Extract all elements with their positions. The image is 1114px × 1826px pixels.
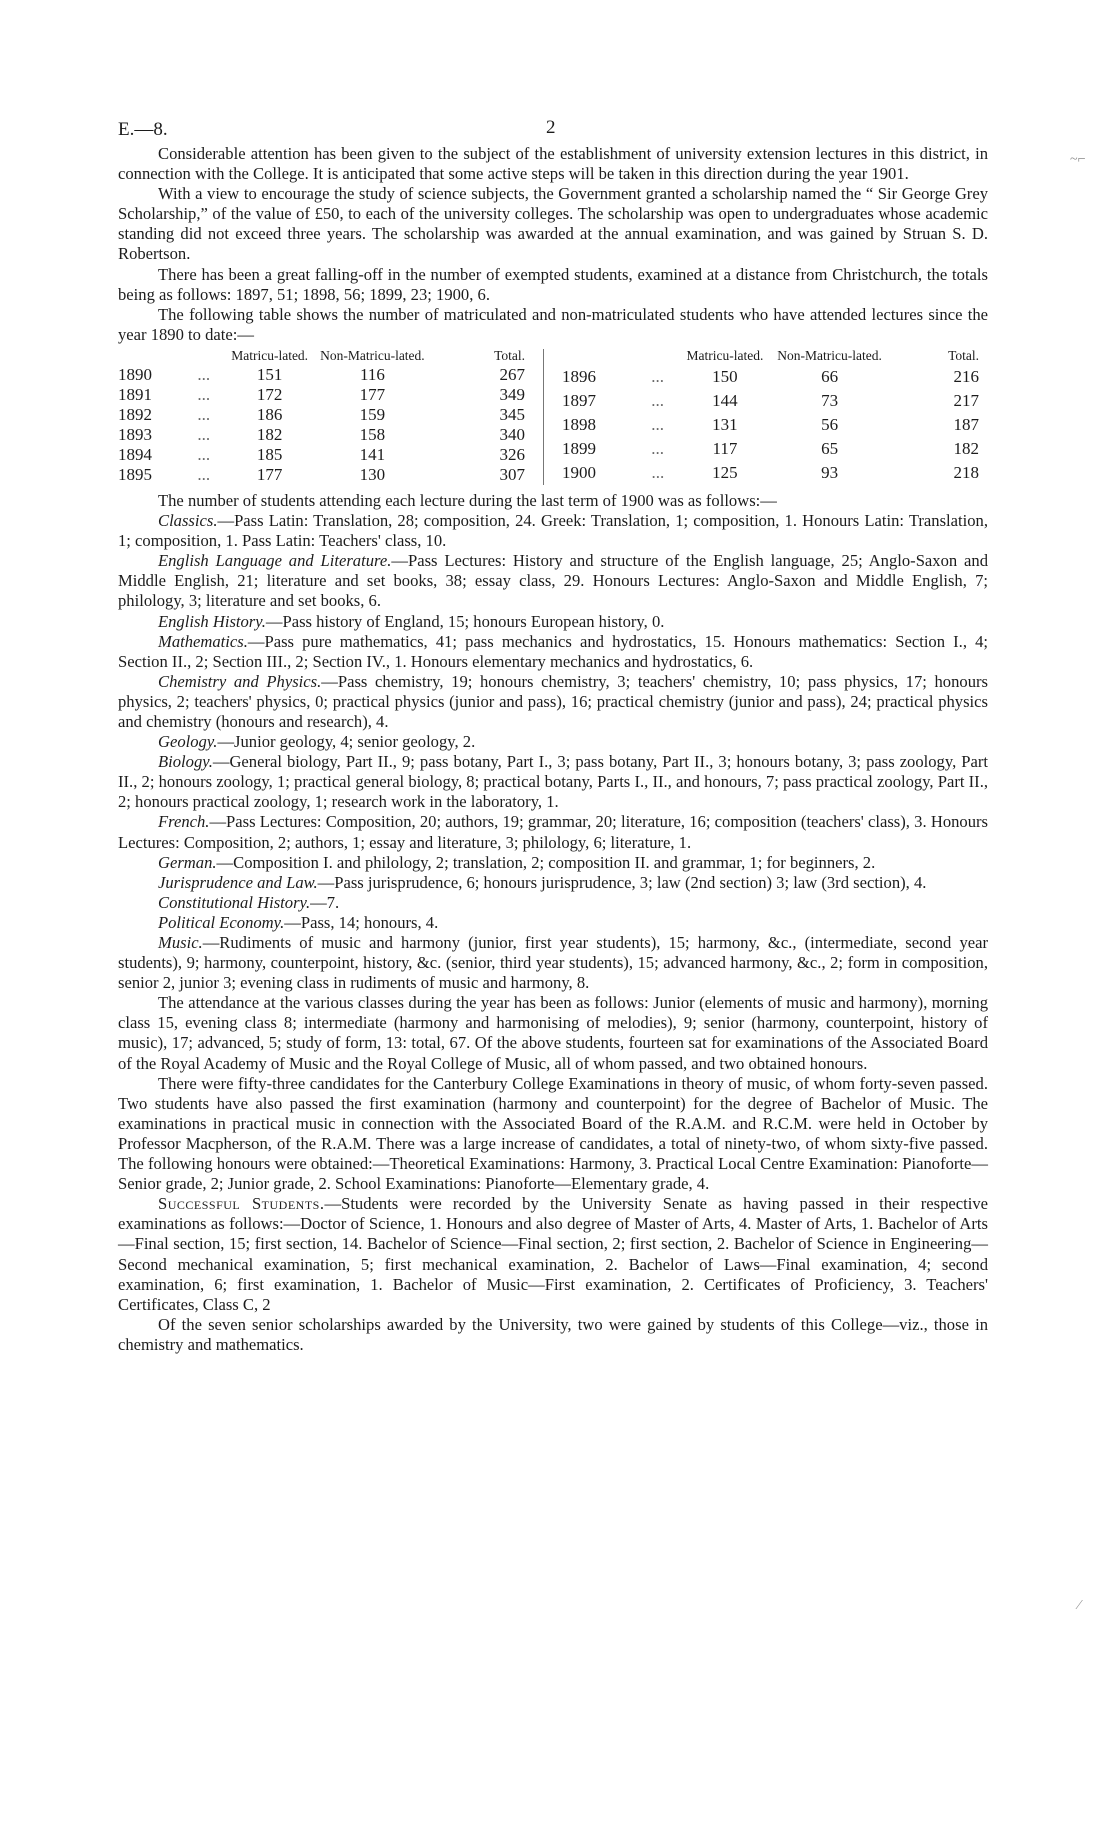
table-row: 1899 ... 117 65 182 xyxy=(562,438,979,458)
subject-constitutional-history: Constitutional History.—7. xyxy=(158,892,340,912)
header-non-matriculated: Non-Matricu-lated. xyxy=(777,347,882,363)
table-right-half xyxy=(543,349,983,485)
table-row: 1893 ... 182 158 340 xyxy=(118,424,525,444)
table-row: 1897 ... 144 73 217 xyxy=(562,390,979,410)
paragraph-table-intro: The following table shows the number of matriculated and non-matriculated students who have attended lectures since the year 1890 to date:— xyxy=(118,304,988,344)
subject-classics: Classics.—Pass Latin: Translation, 28; composition, 24. Greek: Translation, 1; composition, 1. Honours Latin: Translation, 1; composition, 1. Pass Latin: Teachers' class, 10. xyxy=(118,511,988,551)
margin-mark: ⁄ xyxy=(1078,1598,1081,1613)
subject-political-economy: Political Economy.—Pass, 14; honours, 4. xyxy=(158,912,439,932)
table-row: 1891 ... 172 177 349 xyxy=(118,384,525,404)
paragraph-extension-lectures: Considerable attention has been given to the subject of the establishment of university extension lectures in this district, in connection with the College. It is anticipated that some active steps will be taken in this direction during the year 1901. xyxy=(118,144,988,184)
table-row: 1890 ... 151 116 267 xyxy=(118,364,525,384)
table-row: 1898 ... 131 56 187 xyxy=(562,414,979,434)
student-numbers-table xyxy=(118,349,988,485)
paragraph-music-attendance: The attendance at the various classes during the year has been as follows: Junior (elements of music and harmony), morning class 15, evening class 8; intermediate (harmony and harmonising of melodies), 9; senior (harmony, counterpoint, history of music), 17; advanced, 5; study of form, 13: total, 67. Of the above students, fourteen sat for examinations of the Associated Board of the Royal Academy of Music and the Royal College of Music, all of whom passed, and two obtained honours. xyxy=(118,993,988,1073)
subject-biology: Biology.—General biology, Part II., 9; pass botany, Part I., 3; pass botany, Part II., 3; honours botany, 3; pass zoology, Part II., 2; honours zoology, 1; practical general biology, 8; practical botany, Parts I., II., and honours, 7; pass practical zoology, Part II., 2; honours practical zoology, 1; research work in the laboratory, 1. xyxy=(118,752,988,812)
header-total: Total. xyxy=(494,347,525,363)
table-row: 1892 ... 186 159 345 xyxy=(118,404,525,424)
subject-english-history: English History.—Pass history of England, 15; honours European history, 0. xyxy=(158,611,665,631)
page-number: 2 xyxy=(546,117,556,138)
subject-chemistry-physics: Chemistry and Physics.—Pass chemistry, 19; honours chemistry, 3; teachers' chemistry, 10; pass physics, 17; honours physics, 2; teachers' physics, 0; practical physics (junior and pass), 16; practical chemistry (junior and pass), 24; practical physics and chemistry (honours and research), 4. xyxy=(118,671,988,731)
subject-mathematics: Mathematics.—Pass pure mathematics, 41; pass mechanics and hydrostatics, 15. Honours mathematics: Section I., 4; Section II., 2; Section III., 2; Section IV., 1. Honours elementary mechanics and hydrostatics, 6. xyxy=(118,631,988,671)
subject-german: German.—Composition I. and philology, 2; translation, 2; composition II. and grammar, 1; for beginners, 2. xyxy=(158,852,876,872)
paragraph-exempted-students: There has been a great falling-off in the number of exempted students, examined at a distance from Christchurch, the totals being as follows: 1897, 51; 1898, 56; 1899, 23; 1900, 6. xyxy=(118,264,988,304)
paragraph-scholarship: With a view to encourage the study of science subjects, the Government granted a scholarship named the “ Sir George Grey Scholarship,” of the value of £50, to each of the university colleges. The scholarship was open to undergraduates whose academic standing did not exceed three years. The scholarship was awarded at the annual examination, and was gained by Struan S. D. Robertson. xyxy=(118,184,988,264)
paragraph-music-examinations: There were fifty-three candidates for the Canterbury College Examinations in theory of music, of whom forty-seven passed. Two students have also passed the first examination (harmony and counterpoint) for the degree of Bachelor of Music. The examinations in practical music in connection with the Associated Board of the R.A.M. and R.C.M. were held in October by Professor Macpherson, of the R.A.M. There was a large increase of candidates, a total of ninety-two, of whom sixty-five passed. The following honours were obtained:—Theoretical Examinations: Harmony, 3. Practical Local Centre Examination: Pianoforte—Senior grade, 2; Junior grade, 2. School Examinations: Pianoforte—Elementary grade, 4. xyxy=(118,1073,988,1194)
document-page xyxy=(118,98,988,1355)
subject-jurisprudence-law: Jurisprudence and Law.—Pass jurisprudence, 6; honours jurisprudence, 3; law (2nd section) 3; law (3rd section), 4. xyxy=(158,872,927,892)
table-row: 1894 ... 185 141 326 xyxy=(118,444,525,464)
subject-music: Music.—Rudiments of music and harmony (junior, first year students), 15; harmony, &c., (intermediate, second year students), 9; harmony, counterpoint, history, &c. (senior, third year students), 15; advanced harmony, &c., 2; form in composition, senior 2, junior 3; evening class in rudiments of music and harmony, 8. xyxy=(118,933,988,993)
margin-mark: ~⌐ xyxy=(1070,152,1086,167)
table-row: 1895 ... 177 130 307 xyxy=(118,464,525,484)
header-matriculated: Matricu-lated. xyxy=(686,347,764,363)
paragraph-lectures-intro: The number of students attending each lecture during the last term of 1900 was as follows:— xyxy=(158,490,777,510)
paragraph-successful-students: Successful Students.—Students were recorded by the University Senate as having passed in their respective examinations as follows:—Doctor of Science, 1. Honours and also degree of Master of Arts, 4. Master of Arts, 1. Bachelor of Arts—Final section, 15; first section, 14. Bachelor of Science—Final section, 2; first section, 2. Bachelor of Science in Engineering—Second mechanical examination, 5; first mechanical examination, 2. Bachelor of Laws—Final examination, 4; second examination, 6; first examination, 1. Bachelor of Music—First examination, 2. Certificates of Proficiency, 3. Teachers' Certificates, Class C, 2 xyxy=(118,1194,988,1314)
header-matriculated: Matricu-lated. xyxy=(231,347,309,363)
paragraph-senior-scholarships: Of the seven senior scholarships awarded by the University, two were gained by students of this College—viz., those in chemistry and mathematics. xyxy=(118,1314,988,1354)
subject-geology: Geology.—Junior geology, 4; senior geology, 2. xyxy=(158,732,476,752)
table-row: 1900 ... 125 93 218 xyxy=(562,462,979,482)
subject-french: French.—Pass Lectures: Composition, 20; authors, 19; grammar, 20; literature, 16; composition (teachers' class), 3. Honours Lectures: Composition, 2; authors, 1; essay and literature, 3; philology, 6; literature, 1. xyxy=(118,812,988,852)
subject-english-language: English Language and Literature.—Pass Lectures: History and structure of the English language, 25; Anglo-Saxon and Middle English, 21; literature and set books, 38; essay class, 29. Honours Lectures: Anglo-Saxon and Middle English, 7; philology, 3; literature and set books, 6. xyxy=(118,551,988,611)
table-row: 1896 ... 150 66 216 xyxy=(562,366,979,386)
page-header xyxy=(118,98,988,144)
table-left-half xyxy=(118,349,543,485)
header-non-matriculated: Non-Matricu-lated. xyxy=(320,347,425,363)
document-reference: E.—8. xyxy=(118,119,168,140)
header-total: Total. xyxy=(948,347,979,363)
